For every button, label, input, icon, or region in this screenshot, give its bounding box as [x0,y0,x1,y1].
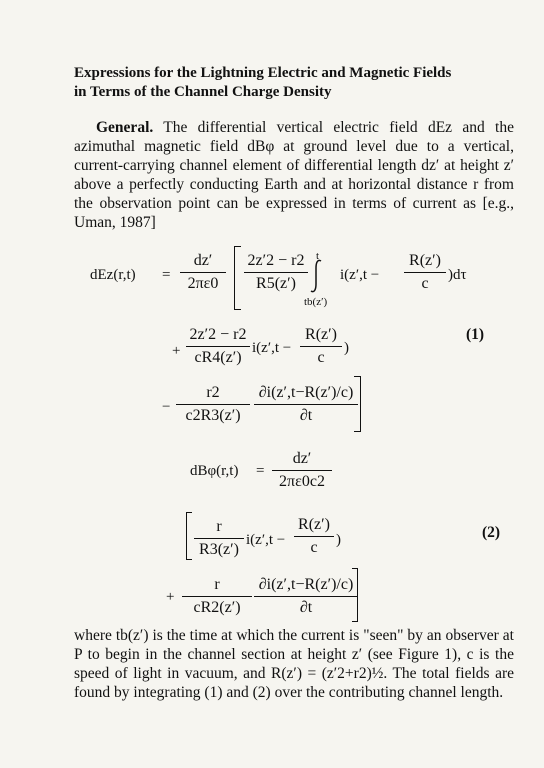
heading-line-1: Expressions for the Lightning Electric and Magnetic Fields [74,65,452,81]
eq1-term1-den: R5(z′) [256,275,296,292]
eq2-term1-frac [194,518,244,559]
eq1-term1-num: 2z′2 − r2 [244,252,308,273]
eq1-term2-frac [186,326,250,367]
where-paragraph: where tb(z′) is the time at which the current is "seen" by an observer at P to begin in the channel section at height z′ (see Figure 1), c is the speed of light in vacuum, and R(z′) = (z′2+r2)½. The total fields are found by integrating (1) and (2) over the contributing channel length. [74,627,514,701]
eq1-term3-deriv [254,384,358,425]
eq2-right-bracket [352,568,358,622]
eq2-equals: = [256,463,265,479]
eq1-right-bracket [354,376,361,432]
eq2-term1-inner-den: c [310,539,318,556]
eq1-term3-deriv-num: ∂i(z′,t−R(z′)/c) [254,384,358,405]
eq1-term3-frac [176,384,250,425]
eq2-term1-den: R3(z′) [199,541,239,558]
eq1-int-upper: t [316,250,320,262]
eq2-term1-num: r [194,518,244,539]
eq2-term1-inner-num: R(z′) [294,516,334,537]
eq1-integrand: i(z′,t − [340,267,380,283]
eq1-prefactor-num: dz′ [180,252,226,273]
heading-line-2: in Terms of the Channel Charge Density [74,84,332,100]
eq1-plus: + [172,343,181,359]
eq1-equals: = [162,267,171,283]
eq1-term3-num: r2 [176,384,250,405]
intro-text: The differential vertical electric field dEz and the azimuthal magnetic field dBφ at ground level due to a vertical, current-carrying channel element of differential length dz′ at height z′ above a perfectly conducting Earth and at horizontal distance r from the observation point can be expressed in terms of current as [e.g., Uman, 1987] [74,119,514,231]
eq2-left-bracket [186,512,192,560]
eq2-term1-expr: i(z′,t − [246,532,286,548]
eq2-term2-deriv-den: ∂t [299,599,313,616]
intro-paragraph [74,118,514,232]
eq2-lhs: dBφ(r,t) [190,463,239,479]
eq1-term2-den: cR4(z′) [194,349,242,366]
eq2-term1-inner-frac [294,516,334,557]
eq2-plus: + [166,589,175,605]
eq1-term2-num: 2z′2 − r2 [186,326,250,347]
eq1-lhs: dEz(r,t) [90,267,136,283]
eq2-term2-frac [182,576,252,617]
intro-lead: General. [96,119,154,136]
integral-icon [308,258,326,294]
eq1-term1-inner-den: c [421,275,429,292]
eq2-term2-deriv [254,576,358,617]
eq2-prefactor-den: 2πε0c2 [279,473,325,490]
eq2-term2-den: cR2(z′) [193,599,241,616]
eq1-term2-expr: i(z′,t − [252,340,292,356]
eq2-term2-deriv-num: ∂i(z′,t−R(z′)/c) [254,576,358,597]
eq1-integrand-tail: )dτ [448,267,467,283]
eq1-term3-den: c2R3(z′) [185,407,241,424]
eq1-term1-inner-num: R(z′) [404,252,446,273]
eq2-number: (2) [482,524,501,541]
eq1-number: (1) [466,326,485,343]
eq1-term2-inner-num: R(z′) [300,326,342,347]
eq2-term2-num: r [182,576,252,597]
eq1-prefactor-den: 2πε0 [187,275,219,292]
eq1-term2-inner-den: c [317,349,325,366]
eq2-prefactor [272,450,332,491]
eq1-term1-frac [244,252,308,293]
section-heading [74,64,514,102]
eq1-left-bracket [234,246,241,310]
eq1-term3-deriv-den: ∂t [299,407,313,424]
eq1-int-lower: tb(z′) [304,296,328,308]
eq1-minus: − [162,399,171,415]
eq1-term2-tail: ) [344,340,349,356]
eq1-term1-inner-frac [404,252,446,293]
eq1-term2-inner-frac [300,326,342,367]
eq2-prefactor-num: dz′ [272,450,332,471]
eq2-term1-tail: ) [336,532,341,548]
eq1-prefactor [180,252,226,293]
